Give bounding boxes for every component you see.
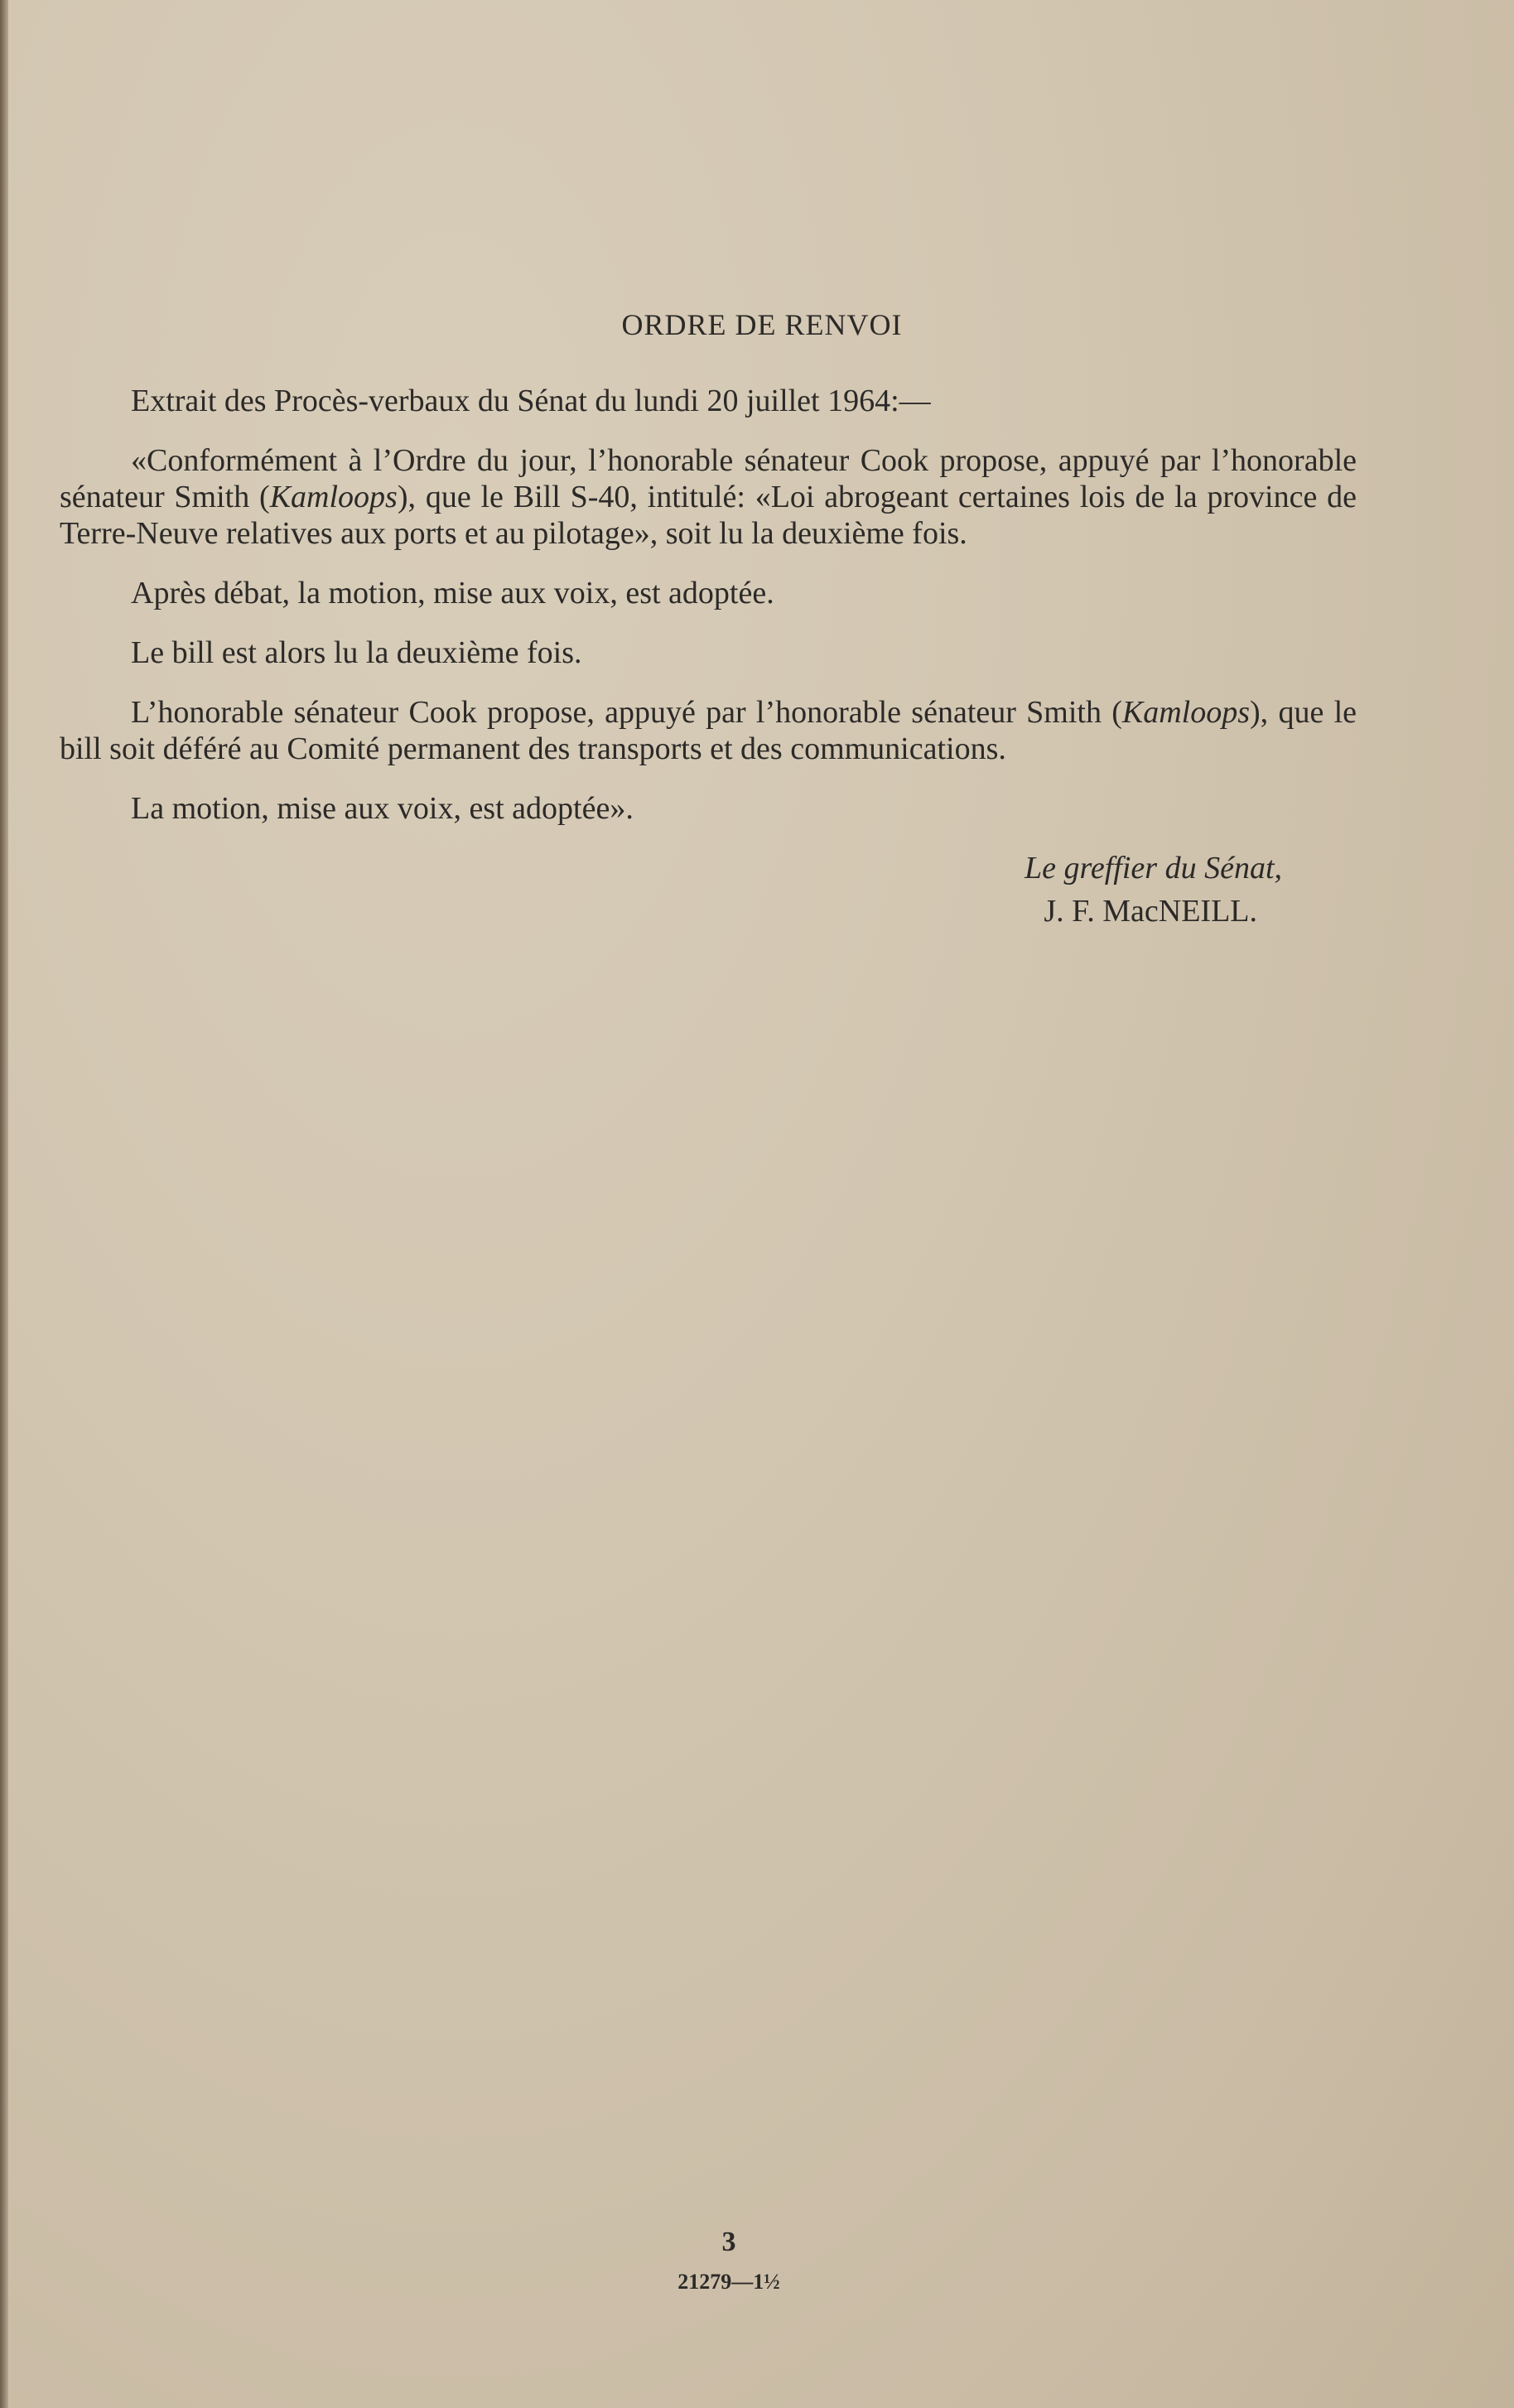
paragraph-referral-text-b: ), que le bill soit déféré au Comité permanent des transports et des communications. bbox=[60, 695, 1357, 766]
paragraph-motion-italic: Kamloops bbox=[269, 480, 398, 514]
paragraph-extract bbox=[60, 383, 1357, 419]
signature-title: Le greffier du Sénat, bbox=[1025, 851, 1282, 886]
paragraph-second-reading-text: Le bill est alors lu la deuxième fois. bbox=[131, 635, 582, 670]
paragraph-debate bbox=[60, 575, 1357, 611]
page-number: 3 bbox=[721, 2227, 736, 2257]
paragraph-motion-text-b: ), que le Bill S-40, intitulé: «Loi abrogeant certaines lois de la province de Terre-Neuve relatives aux ports et au pilotage», soit lu la deuxième fois. bbox=[60, 480, 1357, 551]
print-code: 21279—1½ bbox=[677, 2270, 780, 2294]
paragraph-motion-text-a: «Conformément à l’Ordre du jour, l’honorable sénateur Cook propose, appuyé par l’honorable sénateur Smith ( bbox=[60, 443, 1357, 514]
page-heading: ORDRE DE RENVOI bbox=[621, 308, 903, 341]
paragraph-adopted-text: La motion, mise aux voix, est adoptée». bbox=[131, 791, 634, 826]
paragraph-debate-text: Après débat, la motion, mise aux voix, est adoptée. bbox=[131, 576, 774, 610]
binding-edge bbox=[0, 0, 8, 2408]
paragraph-referral-italic: Kamloops bbox=[1121, 695, 1251, 730]
paragraph-extract-text: Extrait des Procès-verbaux du Sénat du lundi 20 juillet 1964:— bbox=[131, 384, 931, 418]
signature-block bbox=[60, 850, 1357, 929]
paragraph-referral-text-a: L’honorable sénateur Cook propose, appuyé par l’honorable sénateur Smith ( bbox=[131, 695, 1122, 730]
paragraph-second-reading bbox=[60, 635, 1357, 671]
paragraph-adopted bbox=[60, 790, 1357, 827]
paragraph-referral bbox=[60, 694, 1357, 767]
paragraph-motion bbox=[60, 442, 1357, 552]
body-text bbox=[60, 306, 1357, 936]
signature-name: J. F. MacNEILL. bbox=[1044, 894, 1257, 929]
